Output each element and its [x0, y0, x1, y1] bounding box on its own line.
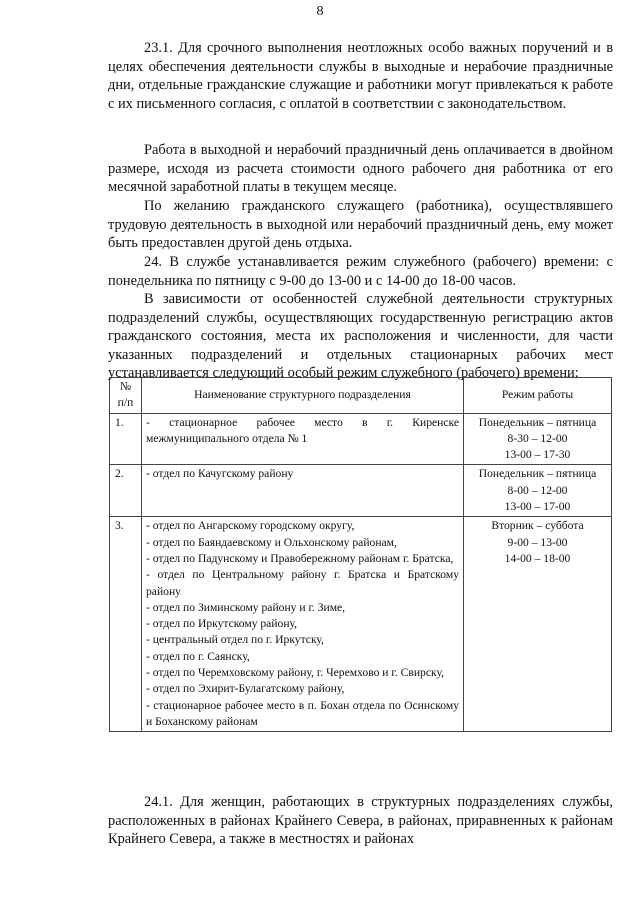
unit-name: - отдел по Иркутскому району,	[146, 617, 298, 631]
work-schedule-table	[109, 377, 612, 732]
schedule-morning: 8-00 – 12-00	[507, 483, 568, 497]
schedule-afternoon: 14-00 – 18-00	[504, 551, 571, 565]
schedule-afternoon: 13-00 – 17-30	[504, 448, 571, 462]
unit-name: - центральный отдел по г. Иркутску,	[146, 633, 324, 647]
unit-name: - отдел по Баяндаевскому и Ольхонскому районам,	[146, 535, 397, 549]
schedule-cell	[464, 517, 612, 732]
schedule-morning: 8-30 – 12-00	[507, 431, 568, 445]
header-unit: Наименование структурного подразделения	[142, 378, 464, 414]
schedule-days: Вторник – суббота	[491, 519, 584, 533]
schedule-cell	[464, 413, 612, 465]
paragraph-23-1: 23.1. Для срочного выполнения неотложных особо важных поручений и в целях обеспечения деятельности службы в выходные и нерабочие праздничные дни, отдельные гражданские служащие и работники могут привлекаться к работе с их письменного согласия, с оплатой в соответствии с законодательством.	[108, 40, 613, 112]
header-number: № п/п	[110, 378, 142, 414]
paragraph-24-1: 24.1. Для женщин, работающих в структурных подразделениях службы, расположенных в районах Крайнего Севера, в районах, приравненных к районам Крайнего Севера, а также в местностях и районах	[108, 794, 613, 848]
unit-cell	[142, 465, 464, 517]
row-number: 1.	[110, 413, 142, 465]
unit-name: - отдел по Ангарскому городскому округу,	[146, 519, 355, 533]
page-number: 8	[316, 4, 324, 19]
paragraph-special-regime: В зависимости от особенностей служебной деятельности структурных подразделений службы, осуществляющих государственную регистрацию актов гражданского состояния, места их расположения и численности, для части указанных подразделений и отдельных стационарных рабочих мест устанавливается следующий особый режим служебного (рабочего) времени:	[108, 291, 613, 382]
unit-name: - отдел по г. Саянску,	[146, 649, 250, 663]
unit-name: - отдел по Эхирит-Булагатскому району,	[146, 682, 345, 696]
unit-name: - отдел по Зиминскому району и г. Зиме,	[146, 600, 346, 614]
schedule-days: Понедельник – пятница	[478, 467, 597, 481]
unit-name: - отдел по Качугскому району	[146, 467, 294, 481]
paragraph-day-off: По желанию гражданского служащего (работника), осуществлявшего трудовую деятельность в выходной или нерабочий праздничный день, ему может быть предоставлен другой день отдыха.	[108, 198, 613, 252]
schedule-afternoon: 13-00 – 17-00	[504, 500, 571, 514]
row-number: 2.	[110, 465, 142, 517]
unit-cell	[142, 413, 464, 465]
unit-cell	[142, 517, 464, 732]
table-row	[110, 517, 612, 732]
schedule-cell	[464, 465, 612, 517]
unit-name: - стационарное рабочее место в г. Киренске межмуниципального отдела № 1	[146, 415, 459, 445]
paragraph-double-pay: Работа в выходной и нерабочий праздничный день оплачивается в двойном размере, исходя из расчета стоимости одного рабочего дня работника от его месячной заработной платы в текущем месяце.	[108, 142, 613, 196]
schedule-days: Понедельник – пятница	[478, 415, 597, 429]
unit-name: - стационарное рабочее место в п. Бохан отдела по Осинскому и Боханскому районам	[146, 698, 459, 728]
table-header-row	[110, 378, 612, 414]
paragraph-24: 24. В службе устанавливается режим служебного (рабочего) времени: с понедельника по пятницу с 9-00 до 13-00 и с 14-00 до 18-00 часов.	[108, 254, 613, 289]
table-row	[110, 413, 612, 465]
schedule-morning: 9-00 – 13-00	[507, 535, 568, 549]
header-schedule: Режим работы	[464, 378, 612, 414]
unit-name: - отдел по Центральному району г. Братска и Братскому району	[146, 568, 459, 598]
row-number: 3.	[110, 517, 142, 732]
table-row	[110, 465, 612, 517]
unit-name: - отдел по Падунскому и Правобережному районам г. Братска,	[146, 551, 454, 565]
unit-name: - отдел по Черемховскому району, г. Черемхово и г. Свирску,	[146, 666, 444, 680]
